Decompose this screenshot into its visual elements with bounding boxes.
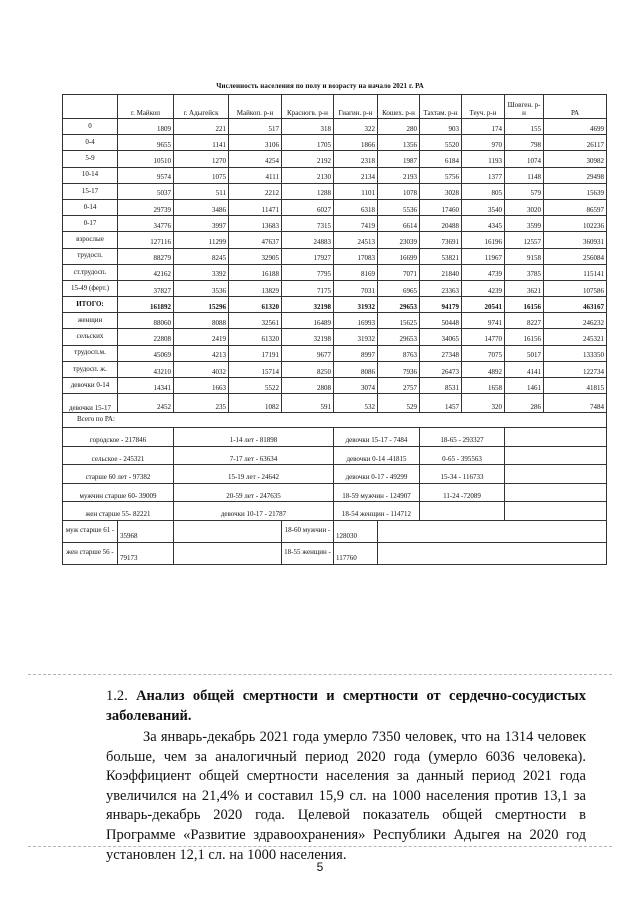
table-cell: 41815 [544,378,607,394]
table-cell: 16156 [505,329,544,345]
summary-cell [420,502,505,521]
table-cell: 3621 [505,280,544,296]
table-cell: 5037 [118,183,174,199]
row-label: женщин [63,313,118,329]
table-cell: 29653 [378,329,420,345]
table-cell: 1141 [174,135,229,151]
table-cell: 286 [505,394,544,413]
table-cell: 4345 [462,216,505,232]
table-cell: 7795 [282,264,334,280]
row-label: 10-14 [63,167,118,183]
table-cell: 45069 [118,345,174,361]
table-row [63,264,607,280]
table-cell: 1270 [174,151,229,167]
table-cell: 4032 [174,361,229,377]
table-cell: 16993 [334,313,378,329]
table-cell: 2452 [118,394,174,413]
summary-cell: 11-24 -72089 [420,483,505,502]
table-cell: 2419 [174,329,229,345]
table-cell: 16188 [229,264,282,280]
row-label: сельских [63,329,118,345]
table-cell: 2130 [282,167,334,183]
table-cell: 34065 [420,329,462,345]
table-cell: 256084 [544,248,607,264]
table-cell: 3785 [505,264,544,280]
column-header: г. Майкоп [118,95,174,119]
table-cell: 127116 [118,232,174,248]
table-cell: 798 [505,135,544,151]
table-cell: 7315 [282,216,334,232]
dashed-divider [28,846,612,847]
table-cell: 1101 [334,183,378,199]
summary-men-value: 35968 [118,520,174,542]
row-label: ИТОГО: [63,297,118,313]
table-cell: 47637 [229,232,282,248]
table-cell: 2192 [282,151,334,167]
table-cell: 15714 [229,361,282,377]
table-cell: 318 [282,119,334,135]
table-cell: 94179 [420,297,462,313]
table-cell: 26117 [544,135,607,151]
column-header: Майкоп. р-н [229,95,282,119]
table-cell: 4239 [462,280,505,296]
table-cell: 8531 [420,378,462,394]
table-cell: 11299 [174,232,229,248]
table-cell: 15625 [378,313,420,329]
table-cell: 17083 [334,248,378,264]
summary-cell: девочки 15-17 - 7484 [334,428,420,447]
table-row [63,313,607,329]
summary-cell-empty [378,520,607,542]
table-cell: 24883 [282,232,334,248]
table-cell: 161892 [118,297,174,313]
table-cell: 88279 [118,248,174,264]
column-header: Тахтам. р-н [420,95,462,119]
table-cell: 322 [334,119,378,135]
table-row [63,119,607,135]
summary-cell: 1-14 лет - 81898 [174,428,334,447]
row-label: трудосп.м. [63,345,118,361]
column-header [63,95,118,119]
table-cell: 8763 [378,345,420,361]
table-cell: 2193 [378,167,420,183]
summary-row [63,465,607,484]
table-cell: 320 [462,394,505,413]
table-cell: 16699 [378,248,420,264]
row-label: 0 [63,119,118,135]
table-cell: 12557 [505,232,544,248]
table-cell: 88060 [118,313,174,329]
table-cell: 1809 [118,119,174,135]
summary-cell-empty [505,446,607,465]
column-header: Гиагин. р-н [334,95,378,119]
table-cell: 1663 [174,378,229,394]
summary-row [63,483,607,502]
table-cell: 6614 [378,216,420,232]
table-cell: 16196 [462,232,505,248]
summary-cell-empty [174,520,282,542]
table-cell: 3536 [174,280,229,296]
table-cell: 360931 [544,232,607,248]
table-cell: 7936 [378,361,420,377]
table-cell: 17927 [282,248,334,264]
summary-cell: девочки 10-17 - 21787 [174,502,334,521]
summary-cell: 7-17 лет - 63634 [174,446,334,465]
table-cell: 14341 [118,378,174,394]
table-cell: 23039 [378,232,420,248]
table-cell: 155 [505,119,544,135]
table-cell: 1288 [282,183,334,199]
table-cell: 9677 [282,345,334,361]
column-header: Шовген. р-н [505,95,544,119]
summary-women-row [63,542,607,564]
table-cell: 235 [174,394,229,413]
population-table [62,94,607,565]
table-cell: 9158 [505,248,544,264]
table-cell: 21840 [420,264,462,280]
table-cell: 511 [174,183,229,199]
table-cell: 903 [420,119,462,135]
table-cell: 10510 [118,151,174,167]
table-cell: 107586 [544,280,607,296]
summary-cell: жен старше 55- 82221 [63,502,174,521]
row-label: 5-9 [63,151,118,167]
table-cell: 11471 [229,199,282,215]
table-cell: 42162 [118,264,174,280]
table-cell: 5536 [378,199,420,215]
table-cell: 16156 [505,297,544,313]
table-cell: 4739 [462,264,505,280]
table-cell: 4699 [544,119,607,135]
table-cell: 1082 [229,394,282,413]
summary-women-label: жен старше 56 - [63,542,118,564]
table-cell: 13683 [229,216,282,232]
summary-cell: мужчин старше 60- 39009 [63,483,174,502]
table-cell: 1658 [462,378,505,394]
row-label: ст.трудосп. [63,264,118,280]
table-row [63,280,607,296]
summary-cell: 15-34 - 116733 [420,465,505,484]
table-cell: 1356 [378,135,420,151]
table-row [63,297,607,313]
header-row [63,95,607,119]
row-label: девочки 0-14 [63,378,118,394]
summary-cell-empty [505,465,607,484]
row-label: 15-49 (ферт.) [63,280,118,296]
table-cell: 6184 [420,151,462,167]
table-cell: 8086 [334,361,378,377]
table-cell: 970 [462,135,505,151]
section-title: Анализ общей смертности и смертности от сердечно-сосудистых заболеваний. [106,688,587,724]
table-cell: 1461 [505,378,544,394]
table-cell: 29498 [544,167,607,183]
table-cell: 1866 [334,135,378,151]
table-cell: 15296 [174,297,229,313]
table-cell: 27348 [420,345,462,361]
table-cell: 20541 [462,297,505,313]
table-cell: 805 [462,183,505,199]
table-cell: 9655 [118,135,174,151]
table-row [63,394,607,413]
table-cell: 31932 [334,329,378,345]
dashed-divider [28,674,612,675]
page-number: 5 [316,860,324,874]
table-cell: 14770 [462,329,505,345]
column-header: г. Адыгейск [174,95,229,119]
table-row [63,216,607,232]
table-cell: 24513 [334,232,378,248]
table-cell: 2757 [378,378,420,394]
table-cell: 8169 [334,264,378,280]
table-cell: 43210 [118,361,174,377]
summary-cell-empty [505,502,607,521]
table-cell: 4213 [174,345,229,361]
summary-cell-empty [378,542,607,564]
table-cell: 26473 [420,361,462,377]
section-heading [106,686,586,726]
table-cell: 1987 [378,151,420,167]
summary-cell: городское - 217846 [63,428,174,447]
table-cell: 9574 [118,167,174,183]
summary-men-label: муж старше 61 - [63,520,118,542]
table-cell: 5017 [505,345,544,361]
table-cell: 32561 [229,313,282,329]
table-cell: 122734 [544,361,607,377]
table-cell: 4254 [229,151,282,167]
table-body [63,95,607,565]
table-cell: 280 [378,119,420,135]
table-cell: 5522 [229,378,282,394]
table-cell: 1148 [505,167,544,183]
table-cell: 174 [462,119,505,135]
table-cell: 517 [229,119,282,135]
summary-cell: 15-19 лет - 24642 [174,465,334,484]
summary-cell: старше 60 лет - 97382 [63,465,174,484]
table-cell: 463167 [544,297,607,313]
table-row [63,248,607,264]
summary-cell: 20-59 лет - 247635 [174,483,334,502]
summary-men-label2: 18-60 мужчин - [282,520,334,542]
table-cell: 50448 [420,313,462,329]
table-cell: 6965 [378,280,420,296]
table-row [63,167,607,183]
summary-women-value2: 117760 [334,542,378,564]
summary-women-label2: 18-55 женщин - [282,542,334,564]
summary-cell: девочки 0-14 -41815 [334,446,420,465]
table-row [63,329,607,345]
table-cell: 3540 [462,199,505,215]
table-cell: 20488 [420,216,462,232]
table-cell: 221 [174,119,229,135]
table-cell: 3106 [229,135,282,151]
table-cell: 1075 [174,167,229,183]
row-label: трудосп. [63,248,118,264]
table-cell: 4892 [462,361,505,377]
summary-men-row [63,520,607,542]
summary-men-value2: 128030 [334,520,378,542]
section-number: 1.2. [106,688,128,704]
table-cell: 3486 [174,199,229,215]
table-cell: 591 [282,394,334,413]
table-cell: 23363 [420,280,462,296]
table-cell: 1074 [505,151,544,167]
row-label: девочки 15-17 [63,394,118,413]
table-cell: 7175 [282,280,334,296]
summary-row [63,446,607,465]
table-cell: 3020 [505,199,544,215]
table-row [63,183,607,199]
table-cell: 9741 [462,313,505,329]
table-row [63,361,607,377]
table-cell: 2318 [334,151,378,167]
table-cell: 7419 [334,216,378,232]
table-cell: 2134 [334,167,378,183]
table-cell: 3074 [334,378,378,394]
table-cell: 1078 [378,183,420,199]
row-label: взрослые [63,232,118,248]
summary-cell: сельское - 245321 [63,446,174,465]
table-row [63,151,607,167]
table-cell: 8245 [174,248,229,264]
column-header: Кошех. р-н [378,95,420,119]
table-cell: 53821 [420,248,462,264]
table-row [63,199,607,215]
table-cell: 32198 [282,329,334,345]
table-cell: 115141 [544,264,607,280]
table-cell: 8227 [505,313,544,329]
table-cell: 3028 [420,183,462,199]
table-cell: 529 [378,394,420,413]
table-cell: 8250 [282,361,334,377]
table-cell: 1193 [462,151,505,167]
summary-cell: 18-59 мужчин - 124907 [334,483,420,502]
table-cell: 34776 [118,216,174,232]
table-cell: 6027 [282,199,334,215]
summary-cell-empty [505,428,607,447]
table-cell: 11967 [462,248,505,264]
table-cell: 532 [334,394,378,413]
summary-cell: девочки 0-17 - 49299 [334,465,420,484]
summary-cell: 18-65 - 293327 [420,428,505,447]
table-row [63,378,607,394]
table-cell: 7075 [462,345,505,361]
column-header: Красногв. р-н [282,95,334,119]
table-cell: 29653 [378,297,420,313]
table-cell: 2808 [282,378,334,394]
table-cell: 61320 [229,297,282,313]
summary-row [63,502,607,521]
table-cell: 5756 [420,167,462,183]
table-cell: 2212 [229,183,282,199]
table-cell: 7031 [334,280,378,296]
table-cell: 1377 [462,167,505,183]
summary-cell: 18-54 женщин - 114712 [334,502,420,521]
table-cell: 3392 [174,264,229,280]
row-label: трудосп. ж. [63,361,118,377]
table-cell: 133350 [544,345,607,361]
table-cell: 1705 [282,135,334,151]
summary-cell: 0-65 - 395563 [420,446,505,465]
table-cell: 37827 [118,280,174,296]
table-cell: 245321 [544,329,607,345]
table-cell: 579 [505,183,544,199]
table-cell: 29739 [118,199,174,215]
table-cell: 17191 [229,345,282,361]
table-cell: 13829 [229,280,282,296]
row-label: 0-17 [63,216,118,232]
table-cell: 4141 [505,361,544,377]
summary-cell-empty [174,542,282,564]
table-cell: 7071 [378,264,420,280]
summary-cell-empty [505,483,607,502]
table-cell: 16489 [282,313,334,329]
table-cell: 15639 [544,183,607,199]
table-cell: 86597 [544,199,607,215]
table-row [63,232,607,248]
table-cell: 3997 [174,216,229,232]
table-cell: 5520 [420,135,462,151]
table-cell: 32905 [229,248,282,264]
table-cell: 32198 [282,297,334,313]
table-caption: Численность населения по полу и возрасту на начало 2021 г. РА [216,82,424,90]
table-cell: 3599 [505,216,544,232]
column-header: РА [544,95,607,119]
summary-row [63,428,607,447]
table-cell: 73691 [420,232,462,248]
section-paragraph: За январь-декабрь 2021 года умерло 7350 человек, что на 1314 человек больше, чем за аналогичный период 2020 года (умерло 6036 человека). Коэффициент общей смертности населения за данный период 2021 года увеличился на 21,4% и составил 15,9 сл. на 1000 населения против 13,1 за январь-декабрь 2020 года. Целевой показатель общей смертности в Программе «Развитие здравоохранения» Республики Адыгея на 2020 год установлен 12,1 сл. на 1000 населения. [106,729,586,863]
table-cell: 6318 [334,199,378,215]
row-label: 0-4 [63,135,118,151]
table-cell: 30982 [544,151,607,167]
summary-title: Всего по РА: [63,413,607,428]
summary-women-value: 79173 [118,542,174,564]
table-cell: 102236 [544,216,607,232]
table-row [63,135,607,151]
row-label: 15-17 [63,183,118,199]
table-row [63,345,607,361]
table-cell: 1457 [420,394,462,413]
summary-title-row [63,413,607,428]
table-cell: 17460 [420,199,462,215]
table-cell: 246232 [544,313,607,329]
row-label: 0-14 [63,199,118,215]
table-cell: 7484 [544,394,607,413]
column-header: Теуч. р-н [462,95,505,119]
table-cell: 31932 [334,297,378,313]
table-cell: 22808 [118,329,174,345]
table-cell: 4111 [229,167,282,183]
table-cell: 61320 [229,329,282,345]
table-cell: 8088 [174,313,229,329]
table-cell: 8997 [334,345,378,361]
